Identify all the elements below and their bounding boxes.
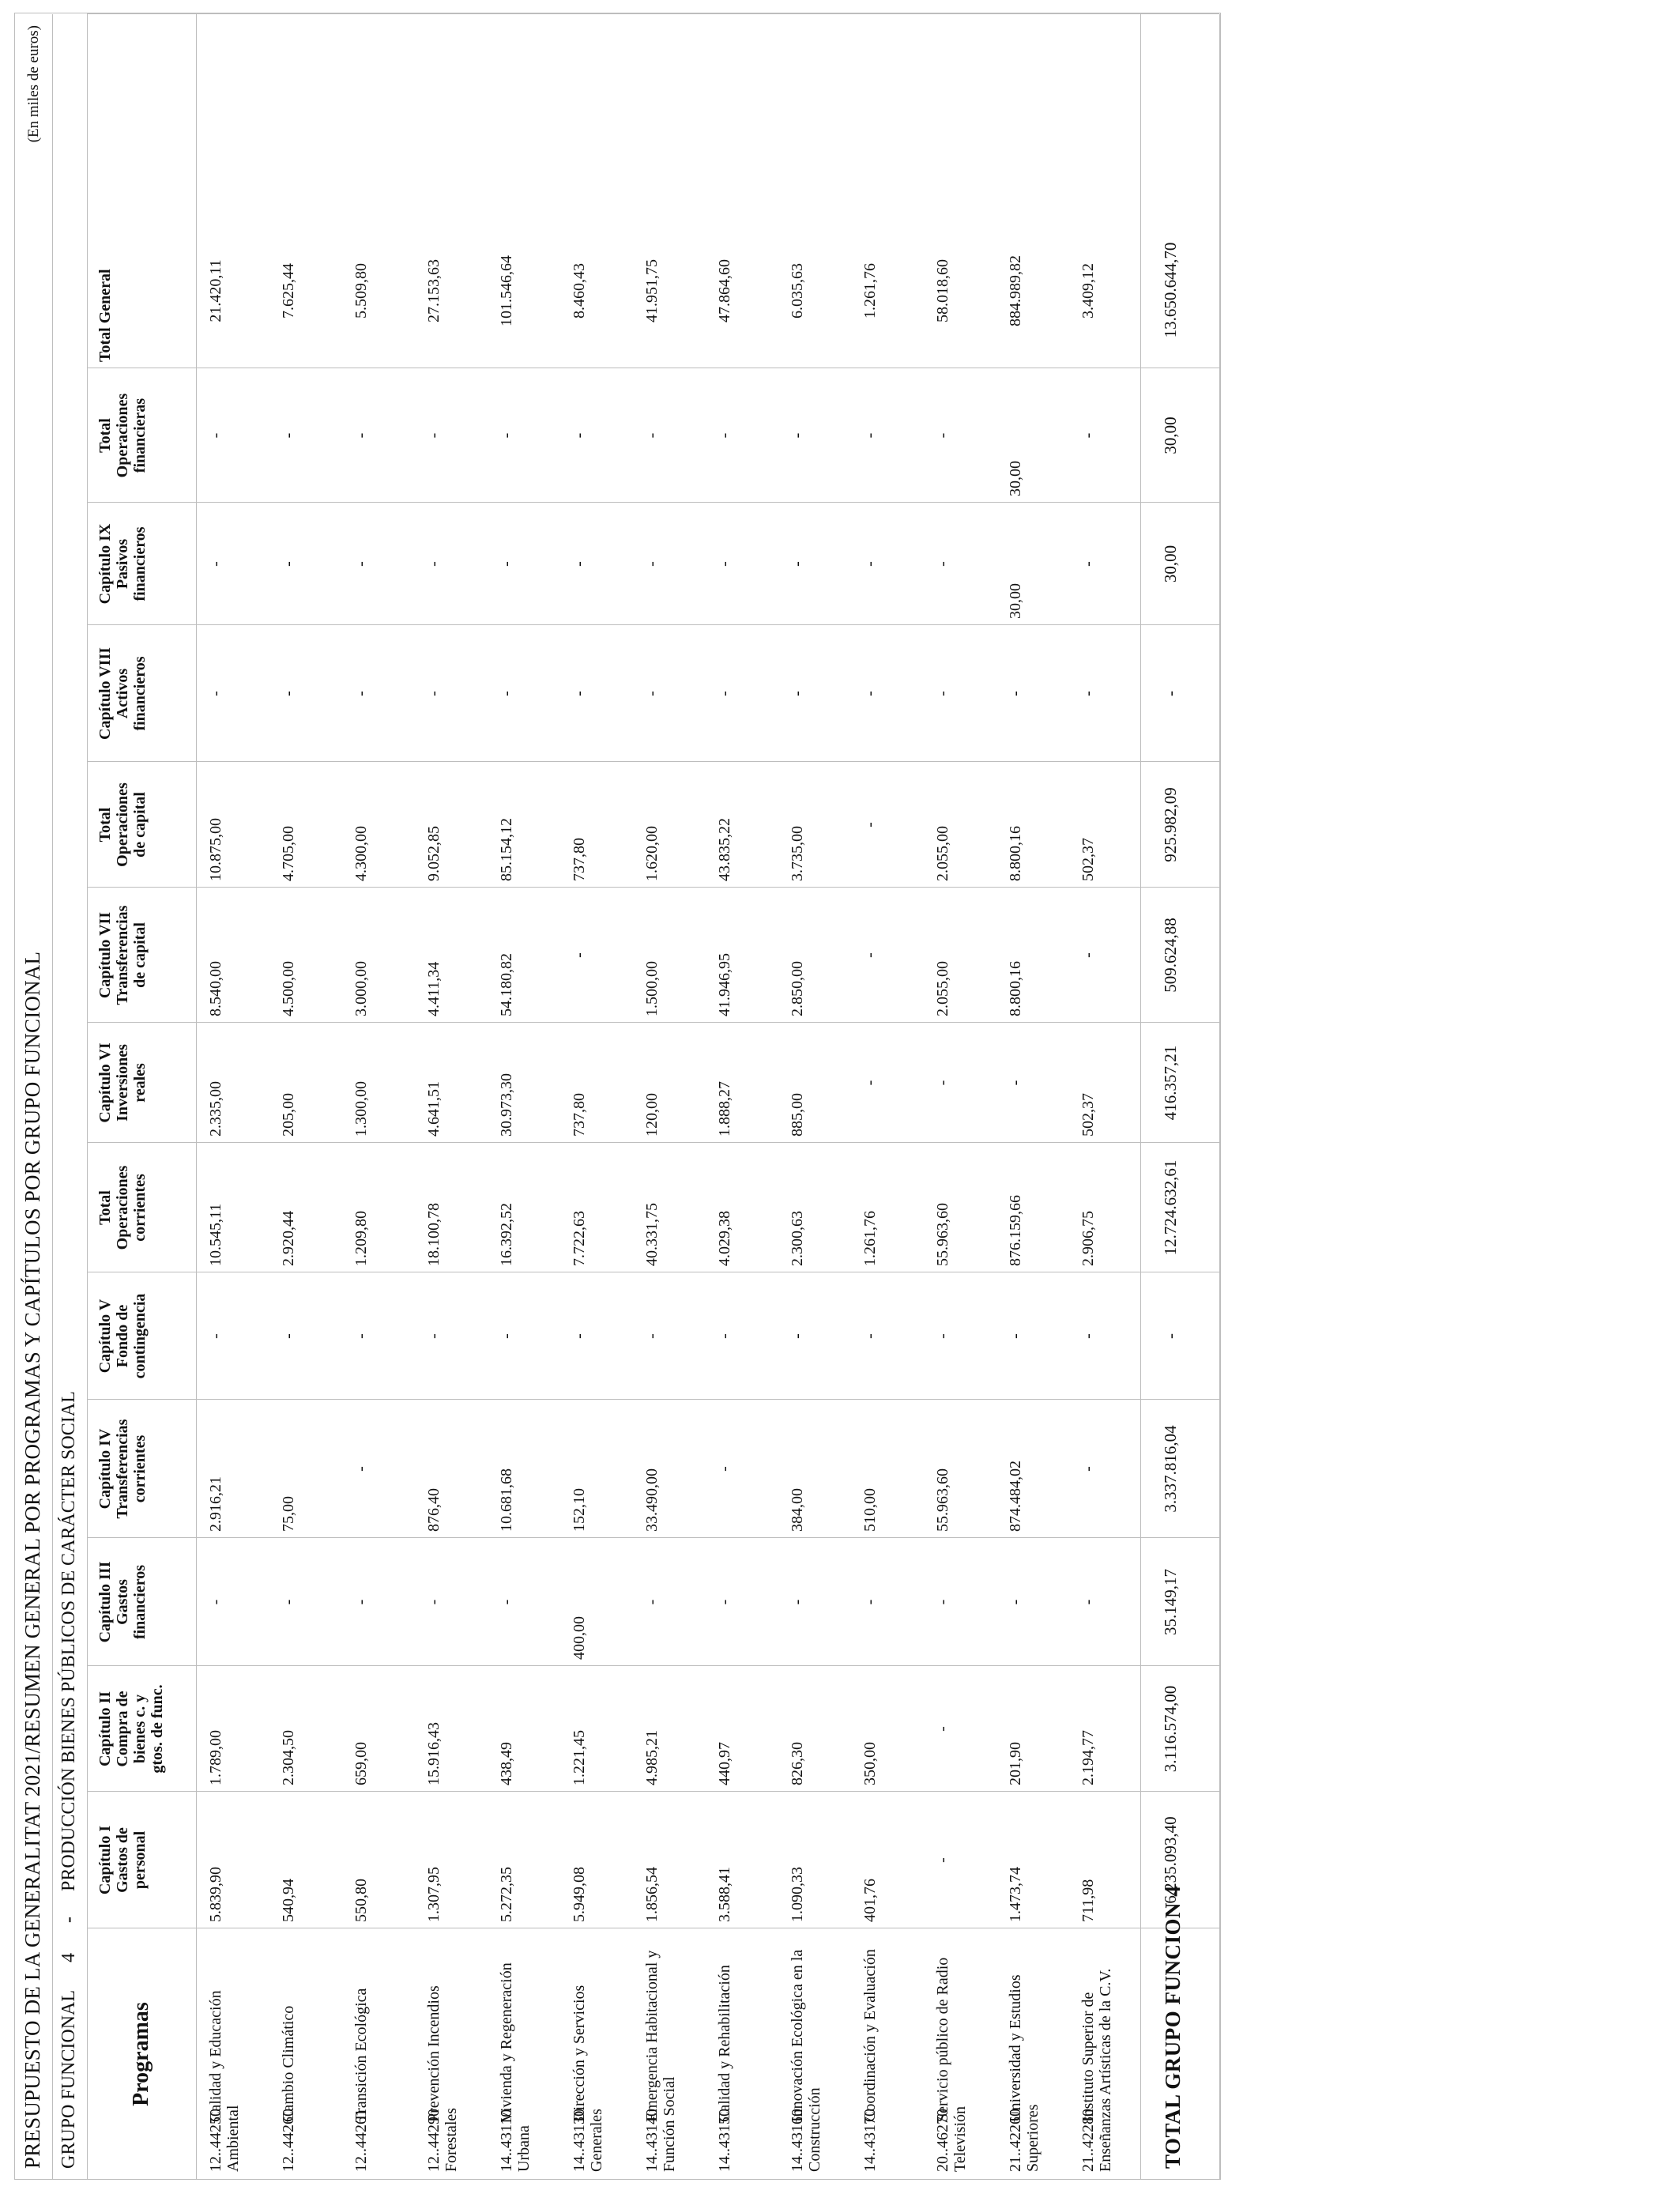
column-header-line: Fondo de (114, 1304, 131, 1368)
program-cell (1007, 1927, 1042, 2172)
value-cell: 15.916,43 (425, 1722, 443, 1785)
column-header (96, 503, 149, 625)
program-cell (571, 1927, 605, 2172)
value-cell: 75,00 (280, 1496, 297, 1532)
value-cell: 350,00 (861, 1742, 879, 1785)
value-cell: - (1007, 1599, 1024, 1605)
value-cell: 5.272,35 (498, 1867, 515, 1922)
value-cell: 205,00 (280, 1093, 297, 1137)
value-cell: 8.800,16 (1007, 826, 1024, 881)
value-cell: - (425, 1333, 443, 1339)
table-row (414, 14, 493, 2180)
value-cell: - (861, 691, 879, 696)
program-cell (716, 1927, 733, 2172)
value-cell: 5.949,08 (571, 1867, 588, 1922)
column-header-line: corrientes (131, 1174, 149, 1242)
value-cell: 510,00 (861, 1488, 879, 1532)
value-cell: 540,94 (280, 1879, 297, 1922)
column-header-line: Capítulo IX (96, 523, 114, 605)
value-cell: 4.641,51 (425, 1081, 443, 1137)
value-cell: 5.509,80 (352, 263, 370, 319)
table-row (196, 14, 275, 2180)
group-row (52, 14, 88, 2180)
program-cell (861, 1927, 879, 2172)
value-cell: 40.331,75 (643, 1203, 661, 1266)
value-cell: 1.856,54 (643, 1867, 661, 1922)
column-header-line: financieros (131, 526, 149, 601)
table-row (778, 14, 857, 2180)
value-cell: 8.460,43 (571, 263, 588, 319)
value-cell: - (789, 691, 806, 696)
program-cell (934, 1927, 969, 2172)
program-cell (425, 1927, 460, 2172)
column-header-line: financieros (131, 1564, 149, 1640)
value-cell: 1.307,95 (425, 1867, 443, 1922)
value-cell: - (1079, 432, 1097, 439)
column-header-line: Capítulo I (96, 1825, 114, 1895)
column-header-line: Inversiones (114, 1044, 131, 1122)
value-cell: - (934, 1857, 951, 1863)
value-cell: - (498, 1333, 515, 1339)
column-header-line: Gastos (114, 1579, 131, 1625)
value-cell: 400,00 (571, 1616, 588, 1660)
value-cell: - (425, 561, 443, 567)
program-name: Innovación Ecológica en la Construcción (789, 1949, 823, 2172)
total-value-cell: - (1161, 1333, 1180, 1339)
value-cell: - (498, 691, 515, 696)
value-cell: 201,90 (1007, 1742, 1024, 1785)
column-header (96, 1666, 166, 1792)
total-row (1140, 14, 1219, 2180)
column-header (96, 368, 149, 503)
total-value-cell: 30,00 (1161, 545, 1180, 583)
value-cell: - (280, 1333, 297, 1339)
column-header-line: gtos. de func. (149, 1684, 166, 1774)
value-cell: - (934, 1080, 951, 1086)
value-cell: 876,40 (425, 1488, 443, 1532)
table-row (269, 14, 348, 2180)
total-value-cell: 416.357,21 (1161, 1045, 1180, 1121)
value-cell: 5.839,90 (207, 1867, 224, 1922)
value-cell: 85.154,12 (498, 818, 515, 881)
value-cell: 152,10 (571, 1488, 588, 1532)
value-cell: 30,00 (1007, 461, 1024, 496)
program-code: 21..42280 (1079, 2109, 1097, 2172)
value-cell: 384,00 (789, 1488, 806, 1532)
value-cell: 8.540,00 (207, 961, 224, 1016)
value-cell: - (716, 1333, 733, 1339)
value-cell: 440,97 (716, 1742, 733, 1785)
value-cell: 30.973,30 (498, 1073, 515, 1137)
table-row (632, 14, 711, 2180)
program-name: Coordinación y Evaluación (861, 1949, 879, 2126)
value-cell: 876.159,66 (1007, 1195, 1024, 1266)
value-cell: - (1007, 1333, 1024, 1339)
total-value-cell: 13.650.644,70 (1161, 242, 1180, 338)
column-header-line: Pasivos (114, 538, 131, 590)
value-cell: 2.194,77 (1079, 1730, 1097, 1785)
value-cell: - (571, 432, 588, 439)
value-cell: 55.963,60 (934, 1468, 951, 1532)
column-header (96, 1792, 149, 1928)
program-name: Prevención Incendios Forestales (425, 1985, 460, 2172)
column-header-line: Transferencias (114, 905, 131, 1005)
value-cell: 3.000,00 (352, 961, 370, 1016)
value-cell: 2.055,00 (934, 961, 951, 1016)
value-cell: - (934, 1599, 951, 1605)
column-header (96, 625, 149, 762)
value-cell: - (861, 822, 879, 827)
total-value-cell: 35.149,17 (1161, 1569, 1180, 1635)
table-row (850, 14, 929, 2180)
value-cell: - (1079, 691, 1097, 696)
value-cell: - (352, 561, 370, 567)
total-value-cell: 509.624,88 (1161, 918, 1180, 993)
value-cell: 10.545,11 (207, 1203, 224, 1266)
column-header-line: Activos (114, 668, 131, 719)
program-name: Calidad y Educación Ambiental (207, 1990, 242, 2172)
value-cell: - (498, 561, 515, 567)
value-cell: 1.500,00 (643, 961, 661, 1016)
column-header-programas: Programas (129, 2002, 153, 2106)
column-header-line: de capital (131, 922, 149, 988)
value-cell: 2.304,50 (280, 1730, 297, 1785)
value-cell: 120,00 (643, 1093, 661, 1137)
value-cell: 2.916,21 (207, 1476, 224, 1532)
total-value-cell: - (1161, 691, 1180, 696)
column-header-line: reales (131, 1063, 149, 1103)
total-value-cell: 6.235.093,40 (1161, 1816, 1180, 1904)
value-cell: - (934, 432, 951, 439)
program-code: 12..44260 (280, 2109, 297, 2172)
program-code: 12..44261 (352, 2109, 370, 2172)
value-cell: 55.963,60 (934, 1203, 951, 1266)
program-code: 12..44250 (207, 2109, 224, 2172)
program-cell (643, 1927, 678, 2172)
value-cell: 4.500,00 (280, 961, 297, 1016)
program-name: Calidad y Rehabilitación (716, 1965, 733, 2126)
value-cell: - (571, 1333, 588, 1339)
program-code: 12..44290 (425, 2109, 443, 2172)
total-value-cell: 3.116.574,00 (1161, 1685, 1180, 1773)
value-cell: - (861, 952, 879, 958)
program-name: Dirección y Servicios Generales (571, 1985, 605, 2172)
column-header (96, 762, 149, 888)
value-cell: - (789, 1333, 806, 1339)
value-cell: 2.300,63 (789, 1211, 806, 1266)
value-cell: 550,80 (352, 1879, 370, 1922)
value-cell: - (207, 432, 224, 439)
total-label: TOTAL GRUPO FUNCION 4 (1161, 1885, 1185, 2169)
value-cell: 33.490,00 (643, 1468, 661, 1532)
value-cell: - (425, 432, 443, 439)
value-cell: 1.300,00 (352, 1081, 370, 1137)
value-cell: 502,37 (1079, 838, 1097, 881)
program-cell (1079, 1927, 1114, 2172)
total-value-cell: 925.982,09 (1161, 787, 1180, 862)
value-cell: 3.588,41 (716, 1867, 733, 1922)
value-cell: - (861, 1080, 879, 1086)
column-header-line: contingencia (131, 1293, 149, 1379)
value-cell: 4.411,34 (425, 961, 443, 1016)
value-cell: - (280, 1599, 297, 1605)
value-cell: 21.420,11 (207, 259, 224, 322)
table-row (1068, 14, 1147, 2180)
value-cell: 41.946,95 (716, 953, 733, 1016)
value-cell: 1.261,76 (861, 263, 879, 319)
program-code: 14..43130 (571, 2109, 588, 2172)
value-cell: - (643, 691, 661, 696)
program-name: Universidad y Estudios Superiores (1007, 1974, 1042, 2172)
value-cell: - (352, 1599, 370, 1605)
value-cell: 1.888,27 (716, 1081, 733, 1137)
column-header-line: Total (96, 1190, 114, 1225)
program-code: 14..43140 (643, 2109, 661, 2172)
value-cell: - (934, 1726, 951, 1732)
value-cell: 884.989,82 (1007, 255, 1024, 326)
program-code: 20..46270 (934, 2109, 951, 2172)
title-row (14, 14, 53, 2180)
value-cell: 16.392,52 (498, 1203, 515, 1266)
column-header (96, 204, 114, 368)
value-cell: - (498, 432, 515, 439)
column-header-line: Total (96, 418, 114, 453)
value-cell: - (207, 1333, 224, 1339)
table-row (705, 14, 784, 2180)
value-cell: - (207, 1599, 224, 1605)
value-cell: - (571, 561, 588, 567)
value-cell: - (643, 561, 661, 567)
value-cell: - (861, 1333, 879, 1339)
value-cell: 47.864,60 (716, 259, 733, 322)
column-header (96, 1272, 149, 1400)
value-cell: - (425, 691, 443, 696)
value-cell: 885,00 (789, 1093, 806, 1137)
value-cell: 54.180,82 (498, 953, 515, 1016)
program-cell (280, 1927, 297, 2172)
table-row (996, 14, 1075, 2180)
program-cell (498, 1927, 533, 2172)
column-header (96, 1023, 149, 1143)
value-cell: 18.100,78 (425, 1203, 443, 1266)
table-row (923, 14, 1002, 2180)
value-cell: 2.850,00 (789, 961, 806, 1016)
value-cell: 1.620,00 (643, 826, 661, 881)
value-cell: 826,30 (789, 1742, 806, 1785)
column-header-line: Total (96, 807, 114, 843)
value-cell: 401,76 (861, 1879, 879, 1922)
column-header-line: Compra de (114, 1691, 131, 1767)
column-header (96, 1400, 149, 1538)
column-header-line: Gastos de (114, 1827, 131, 1893)
value-cell: - (716, 691, 733, 696)
table-row (487, 14, 566, 2180)
value-cell: - (1079, 1599, 1097, 1605)
program-cell (789, 1927, 823, 2172)
value-cell: - (643, 1599, 661, 1605)
value-cell: - (789, 432, 806, 439)
value-cell: - (1079, 952, 1097, 958)
value-cell: - (716, 561, 733, 567)
value-cell: 7.722,63 (571, 1211, 588, 1266)
column-header (96, 1538, 149, 1666)
column-header-line: Operaciones (114, 393, 131, 478)
column-header-line: financieras (131, 398, 149, 473)
total-value-cell: 3.337.816,04 (1161, 1425, 1180, 1513)
value-cell: - (280, 432, 297, 439)
total-value-cell: 30,00 (1161, 417, 1180, 454)
value-cell: 9.052,85 (425, 826, 443, 881)
value-cell: - (571, 691, 588, 696)
group-number: 4 (58, 1953, 79, 1962)
value-cell: - (789, 561, 806, 567)
value-cell: - (861, 432, 879, 439)
group-label: GRUPO FUNCIONAL (58, 1989, 79, 2169)
value-cell: 43.835,22 (716, 818, 733, 881)
page-title: PRESUPUESTO DE LA GENERALITAT 2021/RESUMEN GENERAL POR PROGRAMAS Y CAPÍTULOS POR GRUPO FUNCIONAL (21, 951, 44, 2169)
column-header-line: Transferencias (114, 1419, 131, 1519)
value-cell: - (643, 432, 661, 439)
value-cell: 502,37 (1079, 1093, 1097, 1137)
value-cell: 7.625,44 (280, 263, 297, 319)
value-cell: 438,49 (498, 1742, 515, 1785)
value-cell: - (207, 691, 224, 696)
column-header-line: Capítulo II (96, 1691, 114, 1767)
column-header-line: personal (131, 1830, 149, 1890)
value-cell: 4.029,38 (716, 1211, 733, 1266)
value-cell: - (716, 432, 733, 439)
value-cell: 4.705,00 (280, 826, 297, 881)
value-cell: - (934, 561, 951, 567)
column-header-line: Capítulo VII (96, 911, 114, 999)
column-header (96, 1143, 149, 1272)
value-cell: 6.035,63 (789, 263, 806, 319)
value-cell: 1.090,33 (789, 1867, 806, 1922)
value-cell: - (934, 1333, 951, 1339)
value-cell: 1.789,00 (207, 1730, 224, 1785)
value-cell: 2.920,44 (280, 1211, 297, 1266)
value-cell: - (352, 1466, 370, 1472)
value-cell: 10.681,68 (498, 1468, 515, 1532)
value-cell: - (352, 1333, 370, 1339)
value-cell: 2.906,75 (1079, 1211, 1097, 1266)
value-cell: - (280, 691, 297, 696)
group-dash: - (58, 1917, 79, 1923)
value-cell: - (352, 691, 370, 696)
value-cell: - (352, 432, 370, 439)
program-code: 14..43170 (861, 2109, 879, 2172)
value-cell: 1.261,76 (861, 1211, 879, 1266)
value-cell: - (861, 561, 879, 567)
value-cell: 3.735,00 (789, 826, 806, 881)
value-cell: - (280, 561, 297, 567)
value-cell: - (789, 1599, 806, 1605)
program-name: Vivienda y Regeneración Urbana (498, 1962, 533, 2172)
value-cell: 1.221,45 (571, 1730, 588, 1785)
value-cell: - (1079, 1333, 1097, 1339)
value-cell: 737,80 (571, 838, 588, 881)
value-cell: 8.800,16 (1007, 961, 1024, 1016)
value-cell: 41.951,75 (643, 259, 661, 322)
value-cell: - (498, 1599, 515, 1605)
value-cell: 3.409,12 (1079, 263, 1097, 319)
value-cell: 1.473,74 (1007, 1867, 1024, 1922)
column-header-line: financieros (131, 656, 149, 731)
value-cell: - (1079, 1466, 1097, 1472)
value-cell: - (1007, 691, 1024, 696)
column-header-line: Capítulo V (96, 1299, 114, 1374)
value-cell: 874.484,02 (1007, 1461, 1024, 1532)
column-header (96, 888, 149, 1023)
group-name: PRODUCCIÓN BIENES PÚBLICOS DE CARÁCTER SOCIAL (58, 1391, 79, 1891)
column-header-line: Operaciones (114, 1165, 131, 1250)
units-note: (En miles de euros) (25, 25, 42, 143)
column-header-line: corrientes (131, 1434, 149, 1503)
program-name: Emergencia Habitacional y Función Social (643, 1950, 678, 2172)
program-code: 14..43110 (498, 2109, 515, 2172)
column-header-line: de capital (131, 792, 149, 858)
value-cell: 4.985,21 (643, 1730, 661, 1785)
program-cell (352, 1927, 370, 2172)
program-name: Instituto Superior de Enseñanzas Artísticas de la C.V. (1079, 1968, 1114, 2172)
program-cell (207, 1927, 242, 2172)
program-name: Cambio Climático (280, 2005, 297, 2126)
value-cell: - (716, 1599, 733, 1605)
value-cell: 4.300,00 (352, 826, 370, 881)
value-cell: - (716, 1466, 733, 1472)
value-cell: 659,00 (352, 1742, 370, 1785)
value-cell: 1.209,80 (352, 1211, 370, 1266)
value-cell: 2.335,00 (207, 1081, 224, 1137)
table-row (559, 14, 638, 2180)
program-name: Servicio público de Radio Televisión (934, 1957, 969, 2172)
value-cell: 58.018,60 (934, 259, 951, 322)
program-code: 14..43150 (716, 2109, 733, 2172)
value-cell: 27.153,63 (425, 259, 443, 322)
value-cell: - (861, 1599, 879, 1605)
total-value-cell: 12.724.632,61 (1161, 1159, 1180, 1256)
table-row (341, 14, 420, 2180)
value-cell: - (934, 691, 951, 696)
column-header-line: Capítulo VI (96, 1042, 114, 1123)
column-header-line: Capítulo IV (96, 1428, 114, 1510)
value-cell: 101.546,64 (498, 255, 515, 326)
value-cell: - (207, 561, 224, 567)
value-cell: - (643, 1333, 661, 1339)
program-name: Transición Ecológica (352, 1988, 370, 2126)
column-header-line: Capítulo III (96, 1561, 114, 1643)
value-cell: - (425, 1599, 443, 1605)
column-header-line: bienes c. y (131, 1694, 149, 1764)
value-cell: - (571, 952, 588, 958)
column-header-line: Total General (96, 269, 114, 362)
column-header-line: Operaciones (114, 782, 131, 867)
value-cell: 711,98 (1079, 1879, 1097, 1922)
program-code: 14..43160 (789, 2109, 806, 2172)
program-code: 21..42260 (1007, 2109, 1024, 2172)
column-header-line: Capítulo VIII (96, 647, 114, 740)
table-bottom-line (1219, 14, 1220, 2180)
value-cell: 30,00 (1007, 583, 1024, 619)
value-cell: 2.055,00 (934, 826, 951, 881)
value-cell: - (1007, 1080, 1024, 1086)
value-cell: 737,80 (571, 1093, 588, 1137)
value-cell: 10.875,00 (207, 818, 224, 881)
value-cell: - (1079, 561, 1097, 567)
